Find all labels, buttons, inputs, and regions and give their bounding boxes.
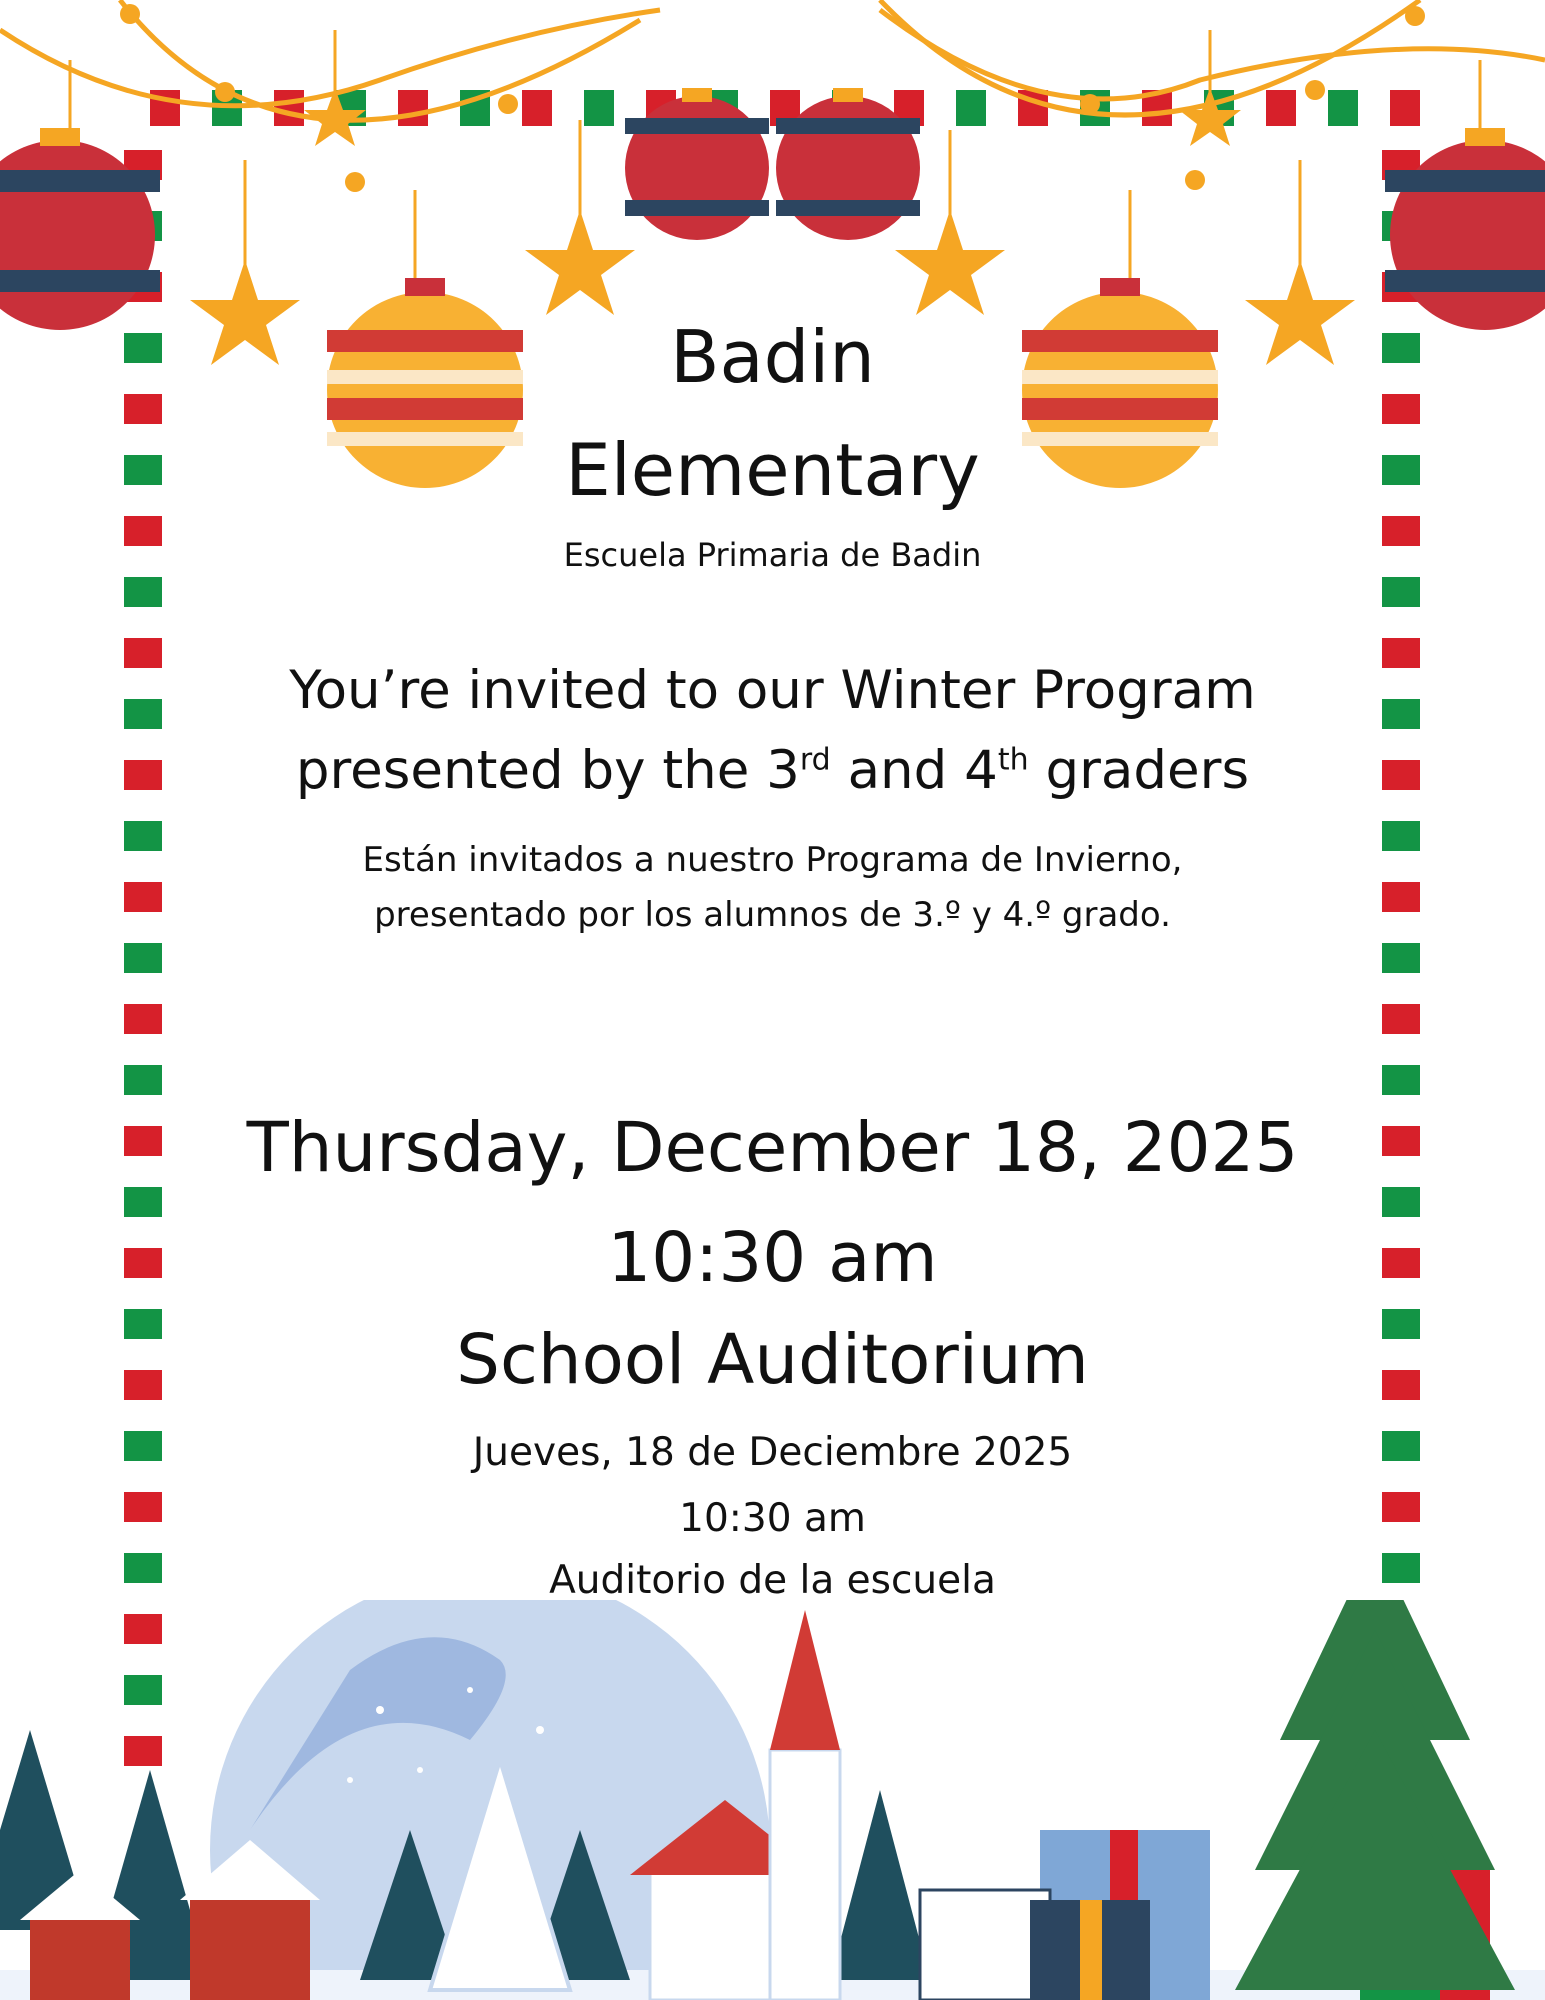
border-dash — [1382, 1004, 1420, 1034]
event-location: School Auditorium — [456, 1320, 1089, 1400]
invitation-line2 — [0, 740, 1545, 801]
garland-ornaments-illustration — [0, 0, 1545, 500]
border-dash — [124, 1065, 162, 1095]
school-name-spanish: Escuela Primaria de Badin — [563, 536, 982, 574]
ordinal-th: th — [997, 742, 1029, 778]
invitation-line1: You’re invited to our Winter Program — [289, 660, 1256, 721]
winter-village-illustration — [0, 1600, 1545, 2000]
event-date: Thursday, December 18, 2025 — [246, 1108, 1299, 1188]
event-location-spanish: Auditorio de la escuela — [549, 1558, 996, 1603]
border-dash — [124, 943, 162, 973]
invitation-line2-mid: and 4 — [830, 740, 998, 801]
border-dash — [124, 577, 162, 607]
ordinal-rd: rd — [799, 742, 831, 778]
border-dash — [1382, 1187, 1420, 1217]
school-name-line2: Elementary — [565, 428, 980, 512]
border-dash — [1382, 943, 1420, 973]
school-name-line1: Badin — [670, 315, 875, 399]
invitation-spanish-line2: presentado por los alumnos de 3.º y 4.º grado. — [374, 895, 1171, 935]
invitation-line2-suffix: graders — [1028, 740, 1250, 801]
invitation-line2-prefix: presented by the 3 — [295, 740, 800, 801]
border-dash — [124, 1187, 162, 1217]
border-dash — [124, 1004, 162, 1034]
border-dash — [1382, 1065, 1420, 1095]
event-time-spanish: 10:30 am — [679, 1496, 866, 1541]
border-dash — [1382, 577, 1420, 607]
invitation-spanish-line1: Están invitados a nuestro Programa de Invierno, — [362, 840, 1183, 880]
event-time: 10:30 am — [607, 1218, 938, 1298]
event-date-spanish: Jueves, 18 de Deciembre 2025 — [472, 1430, 1073, 1475]
